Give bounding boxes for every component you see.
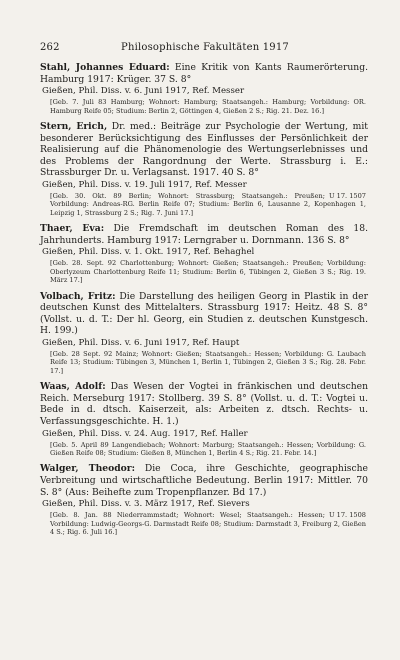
- entry-author: Volbach, Fritz:: [40, 290, 116, 302]
- entry-vita: [50, 192, 368, 217]
- entry-title: Die Darstellung des heiligen Georg in Plastik in der deutschen Kunst des Mittelalters. Strassburg 1917: Heitz. 48 S. 8° (Vollst. u. d. T.: Der hl. Georg, ein Studien z. deutschen Kunstgesch. H. 199.): [40, 290, 368, 337]
- entry-dissertation: Gießen, Phil. Diss. v. 1. Okt. 1917, Ref. Behaghel: [42, 247, 255, 258]
- entry-author: Waas, Adolf:: [40, 381, 106, 393]
- bibliography-entry: [40, 223, 368, 284]
- bibliography-entry: [40, 381, 368, 457]
- entry-vita-text: [Geb. 8. Jan. 88 Niederrammstadt; Wohnort: Wesel; Staatsangeh.: Hessen; Vorbildung: Ludwig-Georgs-G. Darmstadt Reife 08; Studium: Darmstadt 3, Freiburg 2, Gießen 4 S.; Rig. 6. Juli 16.]: [50, 511, 366, 536]
- entry-vita-text: [Geb. 7. Juli 83 Hamburg; Wohnort: Hamburg; Staatsangeh.: Hamburg; Vorbildung: OR. Hamburg Reife 05; Studium: Berlin 2, Göttingen 4, Gießen 2 S.; Rig. 21. Dez. 16.]: [50, 98, 366, 115]
- entry-author: Stern, Erich,: [40, 121, 108, 132]
- entry-vita: [50, 259, 368, 284]
- entry-vita: [50, 350, 368, 375]
- entry-citation: [40, 381, 368, 427]
- entry-citation: [40, 62, 368, 85]
- entry-title: Die Coca, ihre Geschichte, geographische Verbreitung und wirtschaftliche Bedeutung. Berlin 1917: Mittler. 70 S. 8° (Aus: Beihefte zum Tropenpflanzer. Bd 17.): [40, 463, 368, 498]
- bibliography-entry: [40, 463, 368, 536]
- bibliography-entry: [40, 121, 368, 217]
- entry-vita-text: [Geb. 28. Sept. 92 Charlottenburg; Wohnort: Gießen; Staatsangeh.: Preußen; Vorbildung: Oberlyzeum Charlottenburg Reife 11; Studium: Berlin 6, Tübingen 2, Gießen 3 S.; Rig. 19. März 17.]: [50, 259, 366, 285]
- page-number: 262: [40, 42, 60, 53]
- entry-author: Thaer, Eva:: [40, 223, 105, 235]
- entry-vita-text: [Geb. 5. April 89 Langendiebach; Wohnort: Marburg; Staatsangeh.: Hessen; Vorbildung: G. Gießen Reife 08; Studium: Gießen 8, München 1, Berlin 4 S.; Rig. 21. Febr. 14.]: [50, 440, 366, 457]
- entry-vita-text: [Geb. 30. Okt. 89 Berlin; Wohnort: Strassburg; Staatsangeh.: Preußen; Vorbildung: Andreas-RG. Berlin Reife 07; Studium: Berlin 6, Lausanne 2, Kopenhagen 1, Leipzig 1, Strassburg 2 S.; Rig. 7. Juni 17.]: [50, 191, 366, 217]
- entry-dissertation: Gießen, Phil. Diss. v. 24. Aug. 1917, Ref. Haller: [42, 428, 248, 439]
- entry-author: Walger, Theodor:: [40, 463, 136, 475]
- entry-dissertation: Gießen, Phil. Diss. v. 6. Juni 1917, Ref. Haupt: [42, 337, 240, 348]
- bibliography-entry: [40, 291, 368, 376]
- entry-title: Eine Kritik von Kants Raumerörterung. Hamburg 1917: Krüger. 37 S. 8°: [40, 62, 368, 85]
- entry-vita: [50, 441, 368, 458]
- entry-year-code: U 17. 1507: [328, 191, 366, 200]
- entry-citation: [40, 223, 368, 246]
- entry-vita: [50, 98, 368, 115]
- entry-dissertation: Gießen, Phil. Diss. v. 3. März 1917, Ref. Sievers: [42, 499, 250, 510]
- entry-dissertation: Gießen, Phil. Diss. v. 6. Juni 1917, Ref. Messer: [42, 86, 245, 97]
- entry-citation: [40, 463, 368, 498]
- entry-title: Das Wesen der Vogtei in fränkischen und deutschen Reich. Merseburg 1917: Stollberg. 39 S. 8° (Vollst. u. d. T.: Vogtei u. Bede in d. dtsch. Kaiserzeit, als: Arbeiten z. dtsch. Rechts- u. Verfassungsgeschichte. H. 1.): [40, 381, 369, 427]
- entry-title: Dr. med.: Beiträge zur Psychologie der Wertung, mit besonderer Berücksichtigung des Einflusses der Persönlichkeit der Realisierung auf die Phänomenologie des Wertungserlebnisses und des Problems der Rangordnung der Werte. Strassburg i. E.: Strassburger Dr. u. Verlagsanst. 1917. 40 S. 8°: [40, 121, 368, 179]
- running-title: Philosophische Fakultäten 1917: [121, 42, 289, 53]
- entry-list: [40, 62, 368, 542]
- entry-vita-text: [Geb. 28 Sept. 92 Mainz; Wohnort: Gießen; Staatsangeh.: Hessen; Vorbildung: G. Laubach Reife 13; Studium: Tübingen 3, München 1, Berlin 1, Tübingen 2, Gießen 3 S.; Rig. 28. Febr. 17.]: [50, 349, 366, 375]
- entry-title: Die Fremdschaft im deutschen Roman des 18. Jahrhunderts. Hamburg 1917: Lerngraber u. Dornmann. 136 S. 8°: [40, 223, 368, 246]
- entry-author: Stahl, Johannes Eduard:: [40, 62, 170, 73]
- entry-vita: [50, 511, 368, 536]
- entry-citation: [40, 291, 368, 337]
- entry-dissertation: Gießen, Phil. Diss. v. 19. Juli 1917, Ref. Messer: [42, 179, 247, 190]
- bibliography-entry: [40, 62, 368, 115]
- entry-year-code: U 17. 1508: [328, 511, 366, 520]
- entry-citation: [40, 121, 368, 179]
